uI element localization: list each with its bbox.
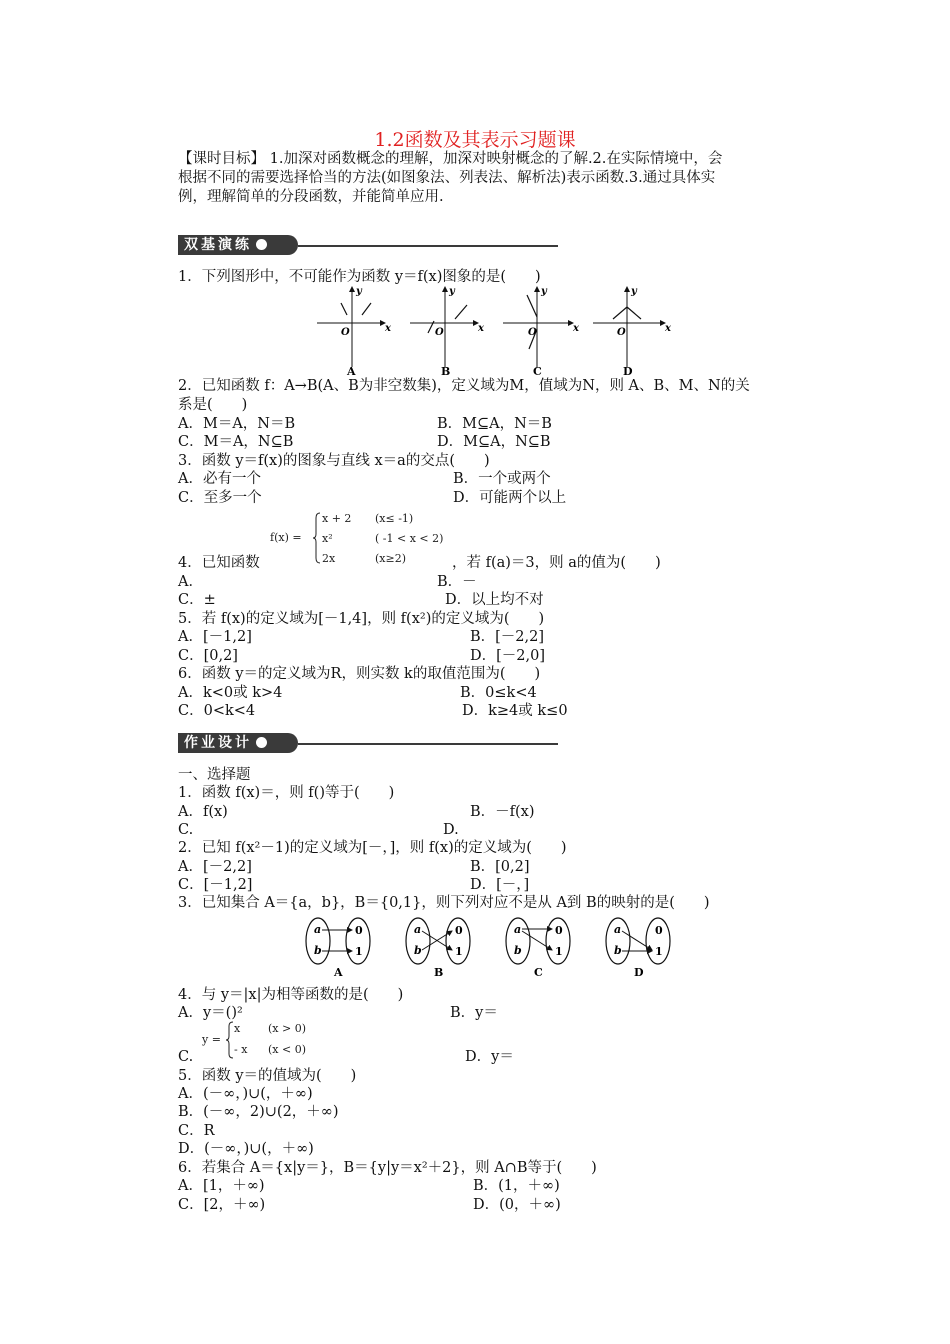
s2-q4-piece-2-cond: (x < 0): [268, 1043, 306, 1056]
s1-q6-option-d: D．k≥4或 k≤0: [462, 703, 568, 719]
graph-d-x-label: x: [665, 323, 671, 334]
mapping-b: [406, 918, 470, 978]
graph-b-x-label: x: [478, 323, 484, 334]
s1-q6-option-b: B．0≤k<4: [460, 685, 537, 701]
graph-a-label: A: [347, 365, 356, 378]
s2-q4-piece-1: x: [234, 1022, 241, 1035]
s2-q4-option-b: B．y＝: [450, 1005, 498, 1021]
graph-b-y-label: y: [449, 286, 455, 297]
s2-q5-option-b: B．(－∞，2)∪(2，＋∞): [178, 1104, 339, 1120]
s2-q6-option-c: C．[2，＋∞): [178, 1197, 266, 1213]
banner-label: 作业设计: [184, 735, 252, 751]
mapping-d-el-b: b: [614, 944, 622, 957]
s1-q4-piece-3-cond: (x≥2): [375, 552, 407, 565]
mapping-c-el-1: 1: [555, 945, 563, 958]
s2-q5-option-d: D．(－∞，)∪(，＋∞): [178, 1141, 314, 1157]
s2-q5-option-c: C．R: [178, 1123, 215, 1139]
s1-q5-option-d: D．[－2,0]: [470, 648, 545, 664]
graph-c-label: C: [533, 365, 542, 378]
s1-q2-option-a: A．M＝A，N＝B: [178, 416, 296, 432]
mapping-a-label: A: [334, 966, 343, 978]
graph-b: [410, 286, 485, 378]
graph-d: [593, 286, 672, 378]
s1-q4-piece-3: 2x: [322, 552, 336, 565]
mapping-d-el-0: 0: [655, 924, 663, 937]
s1-q4-piece-1: x + 2: [322, 512, 352, 525]
s1-q3-option-c: C．至多一个: [178, 490, 262, 506]
s2-q1-option-c: C.: [178, 822, 194, 838]
banner-dot-icon: [256, 737, 267, 748]
s2-q4-piece-2: - x: [234, 1043, 248, 1056]
mapping-b-label: B: [434, 966, 444, 978]
s1-q2-option-b: B．M⊆A，N＝B: [437, 416, 552, 432]
objectives-line-2: 根据不同的需要选择恰当的方法(如图象法、列表法、解析法)表示函数.3.通过具体实: [178, 170, 716, 186]
section-banner-homework: [178, 733, 558, 753]
graph-d-origin: O: [617, 327, 626, 338]
mapping-b-el-1: 1: [455, 945, 463, 958]
s1-q3-option-d: D．可能两个以上: [453, 490, 567, 506]
s1-q5-option-a: A．[－1,2]: [178, 629, 252, 645]
graph-a: [317, 286, 392, 378]
s1-q4-piece-fx: f(x) =: [270, 531, 302, 544]
s1-q3-stem: 3．函数 y＝f(x)的图象与直线 x＝a的交点( ): [178, 453, 490, 469]
s1-q2-option-c: C．M＝A，N⊆B: [178, 434, 294, 450]
s1-q2-option-d: D．M⊆A，N⊆B: [437, 434, 551, 450]
mapping-d: [606, 918, 670, 978]
graph-c-origin: O: [528, 327, 537, 338]
s2-q1-option-d: D.: [443, 822, 459, 838]
s2-q4-option-a: A．y＝()²: [178, 1005, 243, 1021]
s1-q3-option-b: B．一个或两个: [453, 471, 551, 487]
s2-q6-stem: 6．若集合 A＝{x|y＝}，B＝{y|y＝x²＋2}，则 A∩B等于( ): [178, 1160, 597, 1176]
s2-q6-option-b: B．(1，＋∞): [473, 1178, 560, 1194]
s1-q6-option-c: C．0<k<4: [178, 703, 256, 719]
objectives-line-3: 例，理解简单的分段函数，并能简单应用.: [178, 189, 444, 205]
s1-q5-option-c: C．[0,2]: [178, 648, 238, 664]
graph-b-origin: O: [435, 327, 444, 338]
mapping-a-el-0: 0: [355, 924, 363, 937]
mapping-a-el-1: 1: [355, 945, 363, 958]
mapping-d-label: D: [634, 966, 644, 978]
graph-c-x-label: x: [573, 323, 579, 334]
mapping-b-el-b: b: [414, 944, 422, 957]
s1-q1-graphs: [305, 283, 675, 378]
graph-d-label: D: [623, 365, 633, 378]
s1-q4-option-c: C．±: [178, 592, 216, 608]
graph-a-y-label: y: [356, 286, 362, 297]
s2-q1-option-b: B．－f(x): [470, 804, 535, 820]
mapping-c-el-a: a: [514, 923, 522, 936]
graph-a-x-label: x: [385, 323, 391, 334]
s2-q2-option-b: B．[0,2]: [470, 859, 530, 875]
s1-q4-option-d: D．以上均不对: [445, 592, 544, 608]
s2-q4-piece-y: y =: [202, 1033, 221, 1046]
s1-q4-brace-icon: [312, 512, 322, 564]
s2-q6-option-a: A．[1，＋∞): [178, 1178, 265, 1194]
s1-q4-stem-a: 4．已知函数: [178, 555, 260, 571]
banner-rule: [298, 743, 558, 745]
mapping-a-el-a: a: [314, 923, 322, 936]
s1-q4-piece-2: x²: [322, 532, 333, 545]
s1-q4-option-b: B．－: [437, 574, 477, 590]
s2-q4-piece-1-cond: (x > 0): [268, 1022, 306, 1035]
s1-q4-stem-b: ，若 f(a)＝3，则 a的值为( ): [452, 555, 661, 571]
s1-q2-stem-1: 2．已知函数 f：A→B(A、B为非空数集)，定义域为M，值域为N，则 A、B、M、N的关: [178, 378, 750, 394]
section-banner-basics: [178, 235, 558, 255]
s1-q3-option-a: A．必有一个: [178, 471, 261, 487]
mapping-d-el-a: a: [614, 923, 622, 936]
s2-q4-stem: 4．与 y＝|x|为相等函数的是( ): [178, 987, 404, 1003]
graph-b-label: B: [441, 365, 451, 378]
graph-d-y-label: y: [631, 286, 637, 297]
mapping-c-label: C: [534, 966, 543, 978]
s1-q4-piece-1-cond: (x≤ -1): [375, 512, 414, 525]
s1-q4-option-a: A．: [178, 574, 203, 590]
s1-q6-stem: 6．函数 y＝的定义域为R，则实数 k的取值范围为( ): [178, 666, 541, 682]
graph-c-y-label: y: [541, 286, 547, 297]
mapping-c-el-0: 0: [555, 924, 563, 937]
mapping-a: [306, 918, 370, 978]
graph-a-origin: O: [341, 327, 350, 338]
s2-q2-stem: 2．已知 f(x²－1)的定义域为[－，]，则 f(x)的定义域为( ): [178, 840, 567, 856]
graph-c: [503, 286, 580, 378]
banner-rule: [298, 245, 558, 247]
s1-q5-option-b: B．[－2,2]: [470, 629, 545, 645]
mapping-a-el-b: b: [314, 944, 322, 957]
s2-q2-option-d: D．[－，]: [470, 877, 530, 893]
mapping-c-el-b: b: [514, 944, 522, 957]
mapping-d-el-1: 1: [655, 945, 663, 958]
mapping-b-el-0: 0: [455, 924, 463, 937]
s2-q6-option-d: D．(0，＋∞): [473, 1197, 561, 1213]
page-title: 1.2函数及其表示习题课: [374, 129, 576, 151]
s2-q2-option-c: C．[－1,2]: [178, 877, 253, 893]
s2-q5-option-a: A．(－∞，)∪(，＋∞): [178, 1086, 313, 1102]
s2-q3-mapping-diagrams: [300, 914, 680, 978]
s1-q1-stem: 1．下列图形中，不可能作为函数 y＝f(x)图象的是( ): [178, 269, 541, 285]
s1-q6-option-a: A．k<0或 k>4: [178, 685, 283, 701]
banner-dot-icon: [256, 239, 267, 250]
s2-q3-stem: 3．已知集合 A＝{a，b}，B＝{0,1}，则下列对应不是从 A到 B的映射的是( ): [178, 895, 710, 911]
s2-q4-option-c: C.: [178, 1049, 194, 1065]
s1-q2-stem-2: 系是( ): [178, 397, 248, 413]
mapping-c: [506, 918, 570, 978]
s2-q1-stem: 1．函数 f(x)＝，则 f()等于( ): [178, 785, 395, 801]
s2-part-heading: 一、选择题: [178, 767, 251, 783]
s1-q4-piece-2-cond: ( -1 < x < 2): [375, 532, 444, 545]
s2-q2-option-a: A．[－2,2]: [178, 859, 252, 875]
s2-q5-stem: 5．函数 y＝的值域为( ): [178, 1068, 357, 1084]
objectives-line-1: 【课时目标】 1.加深对函数概念的理解，加深对映射概念的了解.2.在实际情境中，会: [178, 151, 723, 167]
s1-q5-stem: 5．若 f(x)的定义域为[－1,4]，则 f(x²)的定义域为( ): [178, 611, 545, 627]
s2-q4-option-d: D．y＝: [465, 1049, 514, 1065]
s2-q1-option-a: A．f(x): [178, 804, 228, 820]
banner-label: 双基演练: [184, 237, 252, 253]
mapping-b-el-a: a: [414, 923, 422, 936]
